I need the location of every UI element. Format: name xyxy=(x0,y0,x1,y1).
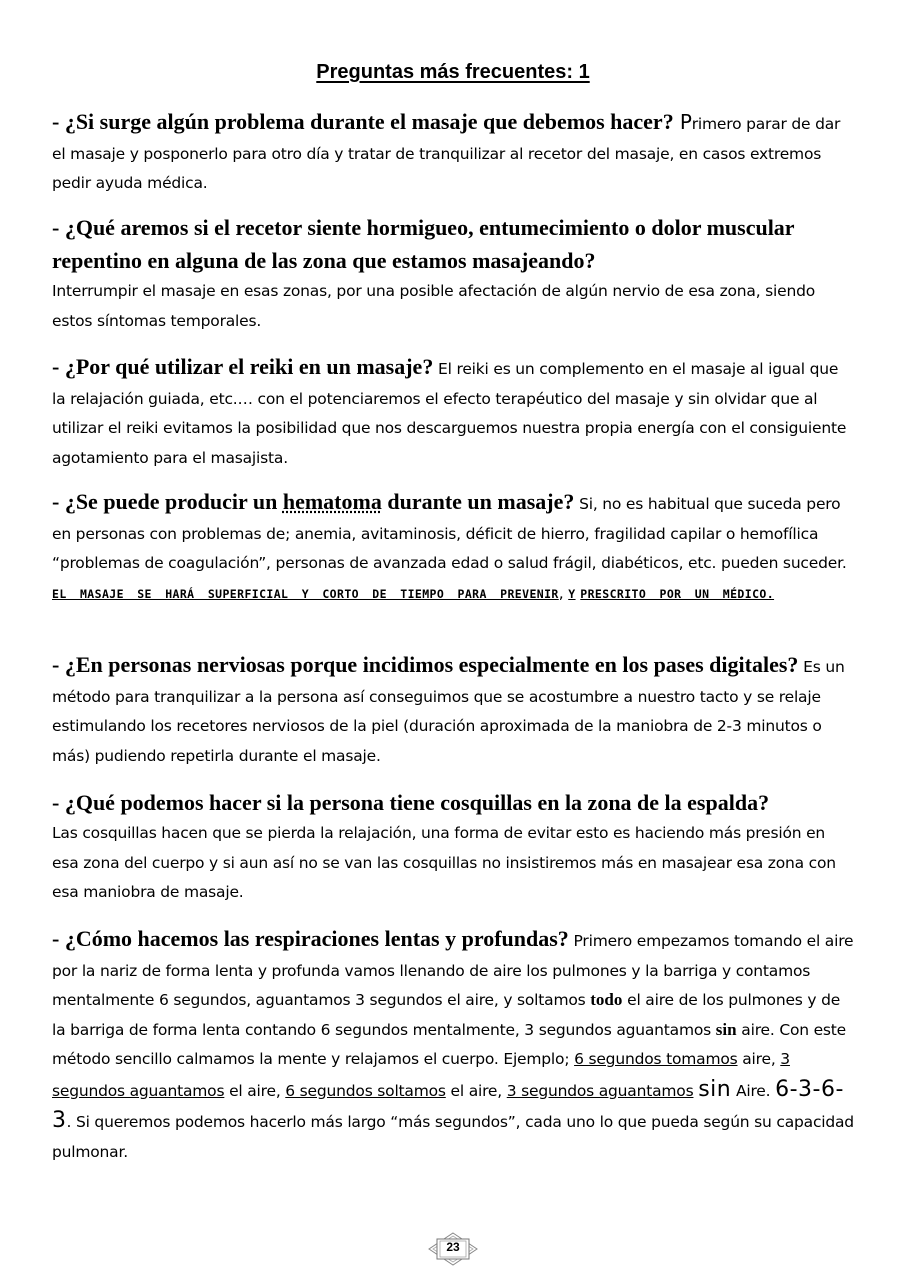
answer-5: Es un método para tranquilizar a la persona así conseguimos que se acostumbre a nuestro tacto y se relaje estimulando los recetores nerviosos de la piel (duración aproximada de la maniobra de 2-3 minutos o más) pudiendo repetirla durante el masaje. xyxy=(52,658,845,765)
faq-item-1 xyxy=(52,105,856,199)
question-4b: durante un masaje? xyxy=(381,489,575,514)
question-4a: - ¿Se puede producir un xyxy=(52,489,283,514)
example-step-2-tail: el aire, xyxy=(224,1081,286,1100)
question-6: - ¿Qué podemos hacer si la persona tiene cosquillas en la zona de la espalda? xyxy=(52,790,770,815)
example-step-3-tail: el aire, xyxy=(445,1081,507,1100)
faq-item-3 xyxy=(52,350,856,473)
answer-1: rimero parar de dar el masaje y posponerlo para otro día y tratar de tranquilizar al recetor del masaje, en casos extremos pedir ayuda médica. xyxy=(52,115,841,192)
example-step-1: 6 segundos tomamos xyxy=(574,1050,738,1068)
answer-7a: Primero empezamos tomando el aire por la nariz de forma lenta y profunda vamos llenando de aire los pulmones y la barriga y contamos mentalmente 6 segundos, aguantamos 3 segundos el aire, y soltamos xyxy=(52,932,854,1009)
answer-4-warning-sep: , xyxy=(558,583,569,602)
question-3: - ¿Por qué utilizar el reiki en un masaje? xyxy=(52,354,434,379)
answer-4-warning-a: EL MASAJE SE HARÁ SUPERFICIAL Y CORTO DE TIEMPO PARA PREVENIR xyxy=(52,586,559,601)
answer-4-warning-c: PRESCRITO POR UN MÉDICO. xyxy=(580,586,775,601)
answer-7-bold-sin: sin xyxy=(715,1019,737,1039)
example-sin: sin xyxy=(698,1076,732,1102)
answer-3: El reiki es un complemento en el masaje al igual que la relajación guiada, etc.… con el potenciaremos el efecto terapéutico del masaje y sin olvidar que al utilizar el reiki evitamos la posibilidad que nos descarguemos nuestra propia energía con el consiguiente agotamiento para el masajista. xyxy=(52,360,847,467)
page-number-badge xyxy=(428,1232,478,1266)
question-4-keyword: hematoma xyxy=(282,489,382,514)
example-step-4: 3 segundos aguantamos xyxy=(506,1081,694,1100)
faq-item-2 xyxy=(52,211,856,336)
example-aire: Aire. xyxy=(731,1081,776,1100)
answer-1-initial: P xyxy=(673,110,692,134)
example-step-3: 6 segundos soltamos xyxy=(285,1081,446,1100)
example-step-2: 3 segundos aguantamos xyxy=(52,1050,790,1100)
answer-2: Interrumpir el masaje en esas zonas, por una posible afectación de algún nervio de esa zona, siendo estos síntomas temporales. xyxy=(52,282,816,330)
faq-item-6 xyxy=(52,786,856,908)
answer-7c: aire. Con este método sencillo calmamos la mente y relajamos el cuerpo. Ejemplo; xyxy=(52,1020,846,1068)
faq-item-7 xyxy=(52,922,856,1167)
question-1: - ¿Si surge algún problema durante el masaje que debemos hacer? xyxy=(52,109,674,134)
faq-item-4 xyxy=(52,485,856,608)
answer-7-bold-todo: todo xyxy=(590,990,623,1009)
page-title: Preguntas más frecuentes: 1 xyxy=(316,61,590,83)
answer-4: Si, no es habitual que suceda pero en personas con problemas de; anemia, avitaminosis, déficit de hierro, fragilidad capilar o hemofílica “problemas de coagulación”, personas de avanzada edad o salud frágil, diabéticos, etc. pueden suceder. xyxy=(52,495,847,572)
answer-6: Las cosquillas hacen que se pierda la relajación, una forma de evitar esto es haciendo más presión en esa zona del cuerpo y si aun así no se van las cosquillas no insistiremos más en masajear esa zona con esa maniobra de masaje. xyxy=(52,824,836,901)
question-7: - ¿Cómo hacemos las respiraciones lentas y profundas? xyxy=(52,926,569,951)
example-step-1-tail: aire, xyxy=(737,1050,781,1068)
question-5: - ¿En personas nerviosas porque incidimos especialmente en los pases digitales? xyxy=(52,652,799,677)
faq-item-5 xyxy=(52,648,856,771)
question-2: - ¿Qué aremos si el recetor siente hormigueo, entumecimiento o dolor muscular repentino en alguna de las zona que estamos masajeando? xyxy=(52,215,795,273)
answer-4-warning-b: Y xyxy=(568,586,576,601)
example-sequence: 6-3-6-3 xyxy=(52,1076,844,1133)
page-number: 23 xyxy=(446,1240,460,1254)
answer-7b: el aire de los pulmones y de la barriga de forma lenta contando 6 segundos mentalmente, 3 segundos aguantamos xyxy=(52,991,841,1039)
answer-7d: . Si queremos podemos hacerlo más largo “más segundos”, cada uno lo que pueda según su capacidad pulmonar. xyxy=(52,1113,854,1161)
